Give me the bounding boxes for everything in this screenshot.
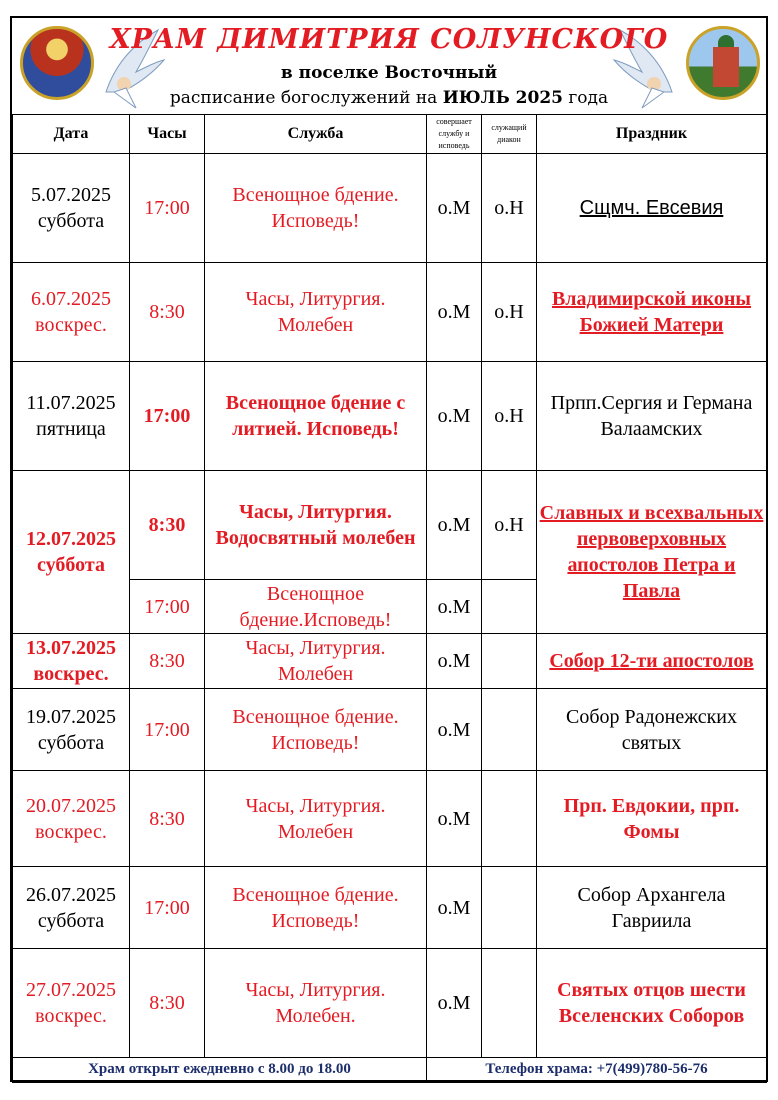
time-cell: 8:30 [130, 771, 205, 867]
deacon-cell [482, 689, 537, 771]
date-cell: 20.07.2025 воскрес. [13, 771, 130, 867]
table-row [13, 471, 767, 580]
time-cell: 8:30 [130, 471, 205, 580]
table-row [13, 154, 767, 263]
time-cell: 17:00 [130, 689, 205, 771]
date-cell: 12.07.2025 суббота [13, 471, 130, 634]
service-cell: Часы, Литургия. Молебен [205, 634, 427, 689]
table-row [13, 949, 767, 1058]
date-cell: 11.07.2025 пятница [13, 362, 130, 471]
column-header-time: Часы [130, 115, 205, 154]
time-cell: 8:30 [130, 634, 205, 689]
service-cell: Всенощное бдение. Исповедь! [205, 689, 427, 771]
deacon-cell [482, 634, 537, 689]
service-cell: Часы, Литургия. Молебен [205, 771, 427, 867]
service-cell: Часы, Литургия. Молебен. [205, 949, 427, 1058]
footer-row [13, 1058, 767, 1083]
column-header-date: Дата [13, 115, 130, 154]
opening-hours: Храм открыт ежедневно с 8.00 до 18.00 [13, 1058, 427, 1083]
deacon-cell [482, 771, 537, 867]
feast-cell: Собор Архангела Гавриила [537, 867, 767, 949]
column-header-feast: Праздник [537, 115, 767, 154]
schedule-heading: расписание богослужений на ИЮЛЬ 2025 года [169, 88, 609, 108]
deacon-cell: о.Н [482, 154, 537, 263]
date-cell: 27.07.2025 воскрес. [13, 949, 130, 1058]
time-cell: 8:30 [130, 949, 205, 1058]
time-cell: 17:00 [130, 154, 205, 263]
deacon-cell: о.Н [482, 263, 537, 362]
priest-cell: о.М [427, 689, 482, 771]
deacon-cell: о.Н [482, 362, 537, 471]
feast-cell: Прпп.Сергия и Германа Валаамских [537, 362, 767, 471]
date-cell: 5.07.2025 суббота [13, 154, 130, 263]
page-subtitle: в поселке Восточный [280, 63, 498, 83]
feast-cell: Славных и всехвальных первоверховных апостолов Петра и Павла [537, 471, 767, 634]
time-cell: 17:00 [130, 867, 205, 949]
service-cell: Всенощное бдение с литией. Исповедь! [205, 362, 427, 471]
feast-cell: Собор Радонежских святых [537, 689, 767, 771]
table-row [13, 867, 767, 949]
priest-cell: о.М [427, 634, 482, 689]
page-title: ХРАМ ДИМИТРИЯ СОЛУНСКОГО [109, 24, 669, 55]
date-cell: 26.07.2025 суббота [13, 867, 130, 949]
service-cell: Всенощное бдение. Исповедь! [205, 867, 427, 949]
priest-cell: о.М [427, 362, 482, 471]
date-cell: 19.07.2025 суббота [13, 689, 130, 771]
deacon-cell [482, 580, 537, 634]
table-row [13, 263, 767, 362]
feast-cell: Прп. Евдокии, прп. Фомы [537, 771, 767, 867]
date-cell: 6.07.2025 воскрес. [13, 263, 130, 362]
priest-cell: о.М [427, 867, 482, 949]
feast-cell: Владимирской иконы Божией Матери [537, 263, 767, 362]
table-row [13, 689, 767, 771]
service-cell: Часы, Литургия. Молебен [205, 263, 427, 362]
table-row [13, 362, 767, 471]
service-cell: Всенощное бдение. Исповедь! [205, 154, 427, 263]
priest-cell: о.М [427, 949, 482, 1058]
column-header-deacon: служащий диакон [482, 115, 537, 154]
column-header-service: Служба [205, 115, 427, 154]
feast-cell: Собор 12-ти апостолов [537, 634, 767, 689]
feast-cell: Святых отцов шести Вселенских Соборов [537, 949, 767, 1058]
priest-cell: о.М [427, 154, 482, 263]
phone-number: Телефон храма: +7(499)780-56-76 [427, 1058, 767, 1083]
time-cell: 17:00 [130, 362, 205, 471]
table-header-row [13, 115, 767, 154]
date-cell: 13.07.2025 воскрес. [13, 634, 130, 689]
table-row [13, 634, 767, 689]
priest-cell: о.М [427, 580, 482, 634]
deacon-cell [482, 867, 537, 949]
service-cell: Всенощное бдение.Исповедь! [205, 580, 427, 634]
time-cell: 17:00 [130, 580, 205, 634]
deacon-cell [482, 949, 537, 1058]
priest-cell: о.М [427, 471, 482, 580]
column-header-priest: совершает службу и исповедь [427, 115, 482, 154]
feast-cell: Сщмч. Евсевия [537, 154, 767, 263]
time-cell: 8:30 [130, 263, 205, 362]
priest-cell: о.М [427, 771, 482, 867]
schedule-table [12, 114, 767, 1083]
table-row [13, 771, 767, 867]
deacon-cell: о.Н [482, 471, 537, 580]
header [12, 18, 766, 114]
priest-cell: о.М [427, 263, 482, 362]
service-cell: Часы, Литургия. Водосвятный молебен [205, 471, 427, 580]
